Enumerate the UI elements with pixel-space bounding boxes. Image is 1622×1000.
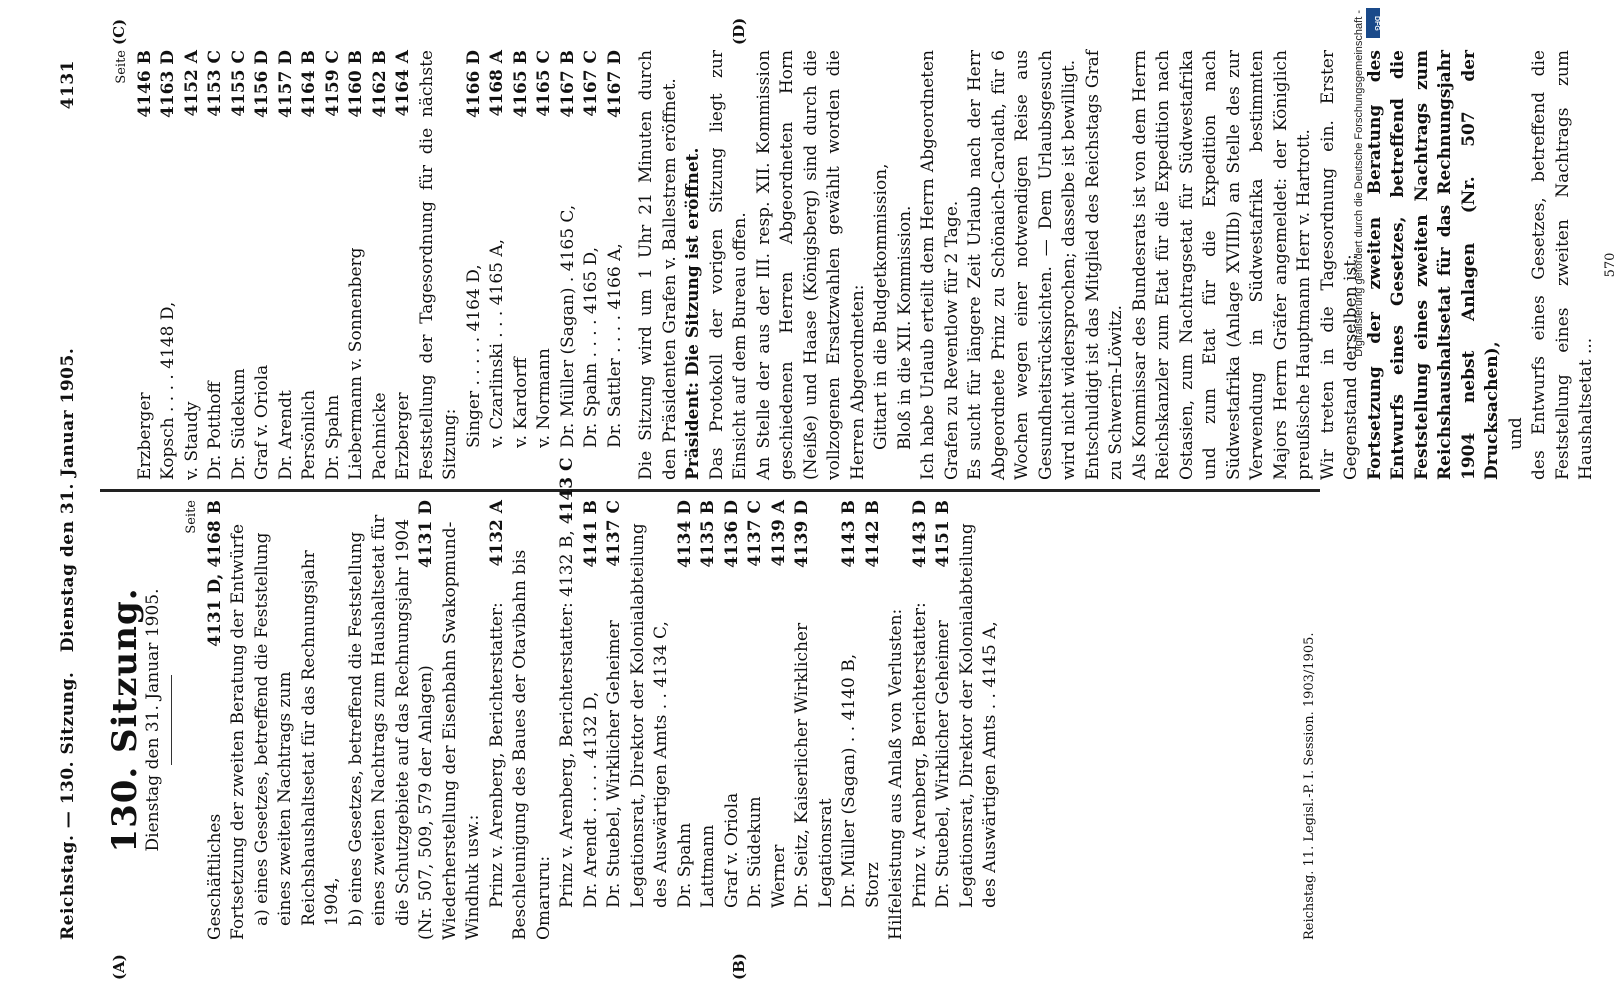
agenda-speaker-entry [510,50,534,480]
dfg-logo: DFG [1366,8,1380,38]
speaker-entry-pages: 4155 C [228,50,249,117]
agenda-speaker-entry-pages: 4168 A [487,50,507,117]
protocol-paragraph: An Stelle der aus der III. resp. XII. Kommission geschiedenen Herren Abgeordneten Horn (Neiße) und Haase (Königsberg) sind durch die vollzogenen Ersatzwahlen gewählt worden die Herren Abgeordneten: [753,50,868,480]
speaker-entry-text: Dr. Arendt [275,390,296,480]
agenda-speaker-entry-text: Dr. Sattler . . . . 4166 A, [604,243,625,448]
contents-entry-text: Dr. Stuebel, Wirklicher Geheimer Legationsrat, Direktor der Kolonialabteilung des Auswärtigen Amts . . 4145 A, [933,523,1000,908]
speaker-entry-pages: 4164 A [393,50,413,117]
contents-entry-text: Beschleunigung des Baues der Otavibahn bis Omaruru: [510,549,554,940]
speaker-entry-pages: 4162 B [369,50,390,118]
speaker-entry [392,50,416,480]
contents-entry-text: Prinz v. Arenberg, Berichterstatter: [909,602,930,908]
protocol-paragraph: Gittart in die Budgetkommission, [871,163,891,450]
agenda-speaker-entry [463,50,487,480]
contents-entry-pages: 4139 D [792,500,812,568]
contents-entry [885,500,909,940]
contents-entry-pages: 4131 D [416,500,436,568]
agenda-heading: Feststellung der Tagesordnung für die nächste Sitzung: [416,50,460,480]
speaker-entry [181,50,205,480]
contents-entry-pages: 4142 B [862,500,883,568]
contents-entry-text: Dr. Seitz, Kaiserlicher Wirklicher Legationsrat [792,622,836,908]
speaker-entry [345,50,369,480]
protocol-paragraph: Entschuldigt ist das Mitglied des Reichstags Graf zu Schwerin-Löwitz. [1082,50,1126,480]
agenda-speaker-entry-pages: 4166 D [463,50,484,118]
speaker-entry-text: Persönlich [299,389,319,480]
contents-entry-text: Hilfeleistung aus Anlaß von Verlusten: [886,608,906,940]
title-rule [171,675,172,765]
contents-entry-text: b) eines Gesetzes, betreffend die Feststellung eines zweiten Nachtrags zum Haushaltsetat für die Schutzgebiete auf das Rechnungsjahr 1904 [345,514,413,926]
agenda-speaker-entry-text: v. Czarlinski . . . 4165 A, [487,238,507,448]
contents-entry-text: Werner [768,844,789,908]
agenda-speaker-entry [533,50,557,480]
header-center: Dienstag den 31. Januar 1905. [58,347,78,653]
agenda-speaker-entry-text: Dr. Müller (Sagan) . 4165 C, [557,204,578,448]
protocol-paragraph: Es sucht für längere Zeit Urlaub nach der Herr Abgeordnete Prinz zu Schönaich-Carolath, für 6 Wochen wegen einer notwendigen Reise aus Gesundheitsrücksichten. — Dem Urlaubsgesuch wird nicht widersprochen; dasselbe ist bewilligt. [965,50,1079,480]
speaker-entry-pages: 4153 C [205,50,225,117]
running-header [58,60,84,940]
contents-entry-pages: 4134 D [674,500,695,568]
speaker-entry [204,50,228,480]
contents-entry-pages: 4151 B [933,500,953,568]
seite-label: Seite [184,500,199,534]
contents-entry-pages: 4137 C [745,500,765,567]
contents-entry [674,500,698,940]
contents-entry-text: Dr. Stuebel, Wirklicher Geheimer Legationsrat, Direktor der Kolonialabteilung des Auswärtigen Amts . . 4134 C, [604,523,671,908]
contents-entry-text: (Nr. 507, 509, 579 der Anlagen) [416,665,436,940]
contents-entry [932,500,1003,940]
seite-label-right: Seite [114,50,129,84]
page-number: 4131 [58,60,78,110]
header-left: Reichstag. — 130. Sitzung. [58,671,78,940]
speaker-entry [322,50,346,480]
contents-entry [603,500,674,940]
contents-entry [509,500,556,940]
agenda-speaker-entry-pages: 4167 D [604,50,625,118]
speaker-entry-pages: 4156 D [252,50,272,118]
protocol-paragraph: Das Protokoll der vorigen Sitzung liegt zur Einsicht auf dem Bureau offen. [706,50,750,480]
contents-entry [909,500,933,940]
speaker-entry-pages: 4157 D [275,50,296,118]
speaker-entry [228,50,252,480]
contents-entry-text: Dr. Arendt . . . . . 4132 D, [580,691,601,908]
speaker-entry-text: Erzberger [134,392,155,480]
contents-entry-pages: 4139 A [768,500,789,567]
speaker-entry-pages: 4159 C [322,50,343,117]
contents-entry [415,500,439,940]
agenda-speaker-entry-text: v. Kardorff [510,357,531,448]
agenda-speaker-entry-pages: 4167 C [581,50,601,117]
agenda-speaker-entry [604,50,628,480]
contents-entry-pages: 4143 B [839,500,859,568]
agenda-speaker-entry-text: Singer . . . . . 4164 D, [463,264,484,448]
contents-entry [838,500,862,940]
agenda-speaker-entry-text: Dr. Spahn . . . . 4165 D, [581,247,601,448]
protocol-paragraph: des Entwurfs eines Gesetzes, betreffend die Feststellung eines zweiten Nachtrags zum Haushaltsetat ... [1529,50,1596,480]
speaker-entry-text: Dr. Spahn [322,394,343,480]
contents-entry-pages: 4135 B [698,500,718,568]
contents-entry [791,500,838,940]
contents-entry-text: Graf v. Oriola [721,792,742,908]
contents-entry [204,500,228,940]
contents-entry [439,500,486,940]
contents-entry [227,500,251,940]
protocol-paragraph: Die Sitzung wird um 1 Uhr 21 Minuten durch den Präsidenten Grafen v. Ballestrem eröffnet. [636,50,680,480]
protocol-paragraph: Präsident: Die Sitzung ist eröffnet. [683,147,703,480]
speaker-entry-text: Pachnicke [369,392,390,480]
contents-entry-pages [885,500,909,506]
page-ref: 570 [1602,252,1618,278]
session-date: Dienstag den 31. Januar 1905. [142,588,163,852]
digitization-text: Digitalisierung gefördert durch die Deutsche Forschungsgemeinschaft - [1353,10,1365,357]
contents-entry-text: Wiederherstellung der Eisenbahn Swakopmund-Windhuk usw.: [439,521,483,940]
contents-entry-pages: 4143 D [909,500,930,568]
left-column [105,457,1003,940]
speaker-entry-pages: 4164 B [299,50,319,118]
contents-entry-pages: 4131 D, 4168 B [204,500,225,647]
speaker-entry-text: Dr. Südekum [228,368,249,480]
agenda-speaker-list [463,50,628,480]
contents-entry-pages: 4137 C [604,500,624,567]
contents-entry [768,500,792,940]
contents-entry [251,500,345,940]
agenda-speaker-entry [580,50,604,480]
contents-entry-text: Fortsetzung der zweiten Beratung der Entwürfe [228,523,248,940]
speaker-entry-pages: 4160 B [346,50,366,118]
speaker-list [134,50,416,480]
contents-entry [486,500,510,940]
speaker-entry-text: Dr. Potthoff [205,381,225,480]
margin-mark-c: (C) [110,18,128,45]
contents-entry [580,500,604,940]
contents-entry [862,500,886,940]
right-column [110,50,1622,480]
margin-mark-b: (B) [730,953,748,980]
margin-mark-d: (D) [730,17,748,45]
contents-entry-text: Storz [862,862,883,908]
speaker-entry [134,50,158,480]
session-title: 130. Sitzung. [105,587,145,853]
contents-entry-pages: 4143 C [557,457,577,525]
column-divider [100,489,1320,492]
speaker-entry-text: v. Staudy [181,401,202,480]
contents-list [204,457,1003,940]
speaker-entry [275,50,299,480]
speaker-entry-pages: 4163 D [158,50,178,118]
contents-entry-text: Prinz v. Arenberg, Berichterstatter: 4132 B, [557,530,577,908]
contents-entry-text: Dr. Müller (Sagan) . . 4140 B, [839,653,859,908]
speaker-entry-text: Kopsch . . . . 4148 D, [158,301,178,480]
digitization-note [1343,0,1383,1000]
protocol-paragraph: Fortsetzung der zweiten Beratung des Entwurfs eines Gesetzes, betreffend die Feststellung eines zweiten Nachtrags zum Reichshaushaltsetat für das Rechnungsjahr 1904 nebst Anlagen (Nr. 507 der Drucksachen), [1364,50,1502,480]
contents-entry-text: a) eines Gesetzes, betreffend die Feststellung eines zweiten Nachtrags zum Reichshaushaltsetat für das Rechnungsjahr 1904, [251,532,342,926]
speaker-entry-text: Erzberger [393,392,413,480]
footer-note: Reichstag. 11. Legisl.-P. I. Session. 1903/1905. [1302,632,1317,940]
contents-entry-text: Lattmann [698,824,718,908]
contents-entry-pages: 4136 D [721,500,742,568]
contents-entry [556,457,580,940]
contents-entry [721,500,745,940]
protocol-text [635,50,1599,480]
protocol-paragraph: Als Kommissar des Bundesrats ist von dem Herrn Reichskanzler zum Etat für die Expedition nach Ostasien, zum Nachtragsetat für Südwestafrika und zum Etat für die Expedition nach Südwestafrika (Anlage XVIIIb) an Stelle des zur Verwendung in Südwestafrika bestimmten Majors Herrn Gräfer angemeldet: der Königlich preußische Hauptmann Herr v. Hartrott. [1129,50,1314,480]
contents-entry-text: Dr. Spahn [674,822,695,908]
protocol-paragraph: und [1505,417,1526,450]
contents-entry-pages: 4132 A [486,500,507,567]
contents-entry [345,500,416,940]
speaker-entry [157,50,181,480]
agenda-speaker-entry [557,50,581,480]
protocol-paragraph: Ich habe Urlaub erteilt dem Herrn Abgeordneten Grafen zu Reventlow für 2 Tage. [918,50,962,480]
speaker-entry [251,50,275,480]
agenda-speaker-entry-pages: 4165 C [534,50,554,117]
margin-mark-a: (A) [110,954,128,980]
speaker-entry-text: Graf v. Oriola [252,364,272,480]
contents-entry [697,500,721,940]
contents-entry-text: Geschäftliches [204,813,225,940]
agenda-speaker-entry-pages: 4165 B [510,50,531,118]
contents-entry-text: Dr. Südekum [745,796,765,908]
speaker-entry-pages: 4146 B [134,50,155,118]
speaker-entry-pages: 4152 A [181,50,202,117]
agenda-speaker-entry-pages: 4167 B [557,50,578,118]
contents-entry-text: Prinz v. Arenberg, Berichterstatter: [486,602,507,908]
speaker-entry-text: Liebermann v. Sonnenberg [346,247,366,480]
speaker-entry [369,50,393,480]
contents-entry-pages: 4141 B [580,500,601,568]
protocol-paragraph: Wir treten in die Tagesordnung ein. Erster Gegenstand derselben ist: [1317,50,1361,480]
speaker-entry [298,50,322,480]
protocol-paragraph: Bloß in die XII. Kommission. [894,205,915,450]
agenda-speaker-entry [486,50,510,480]
agenda-speaker-entry-text: v. Normann [534,348,554,448]
contents-entry [744,500,768,940]
